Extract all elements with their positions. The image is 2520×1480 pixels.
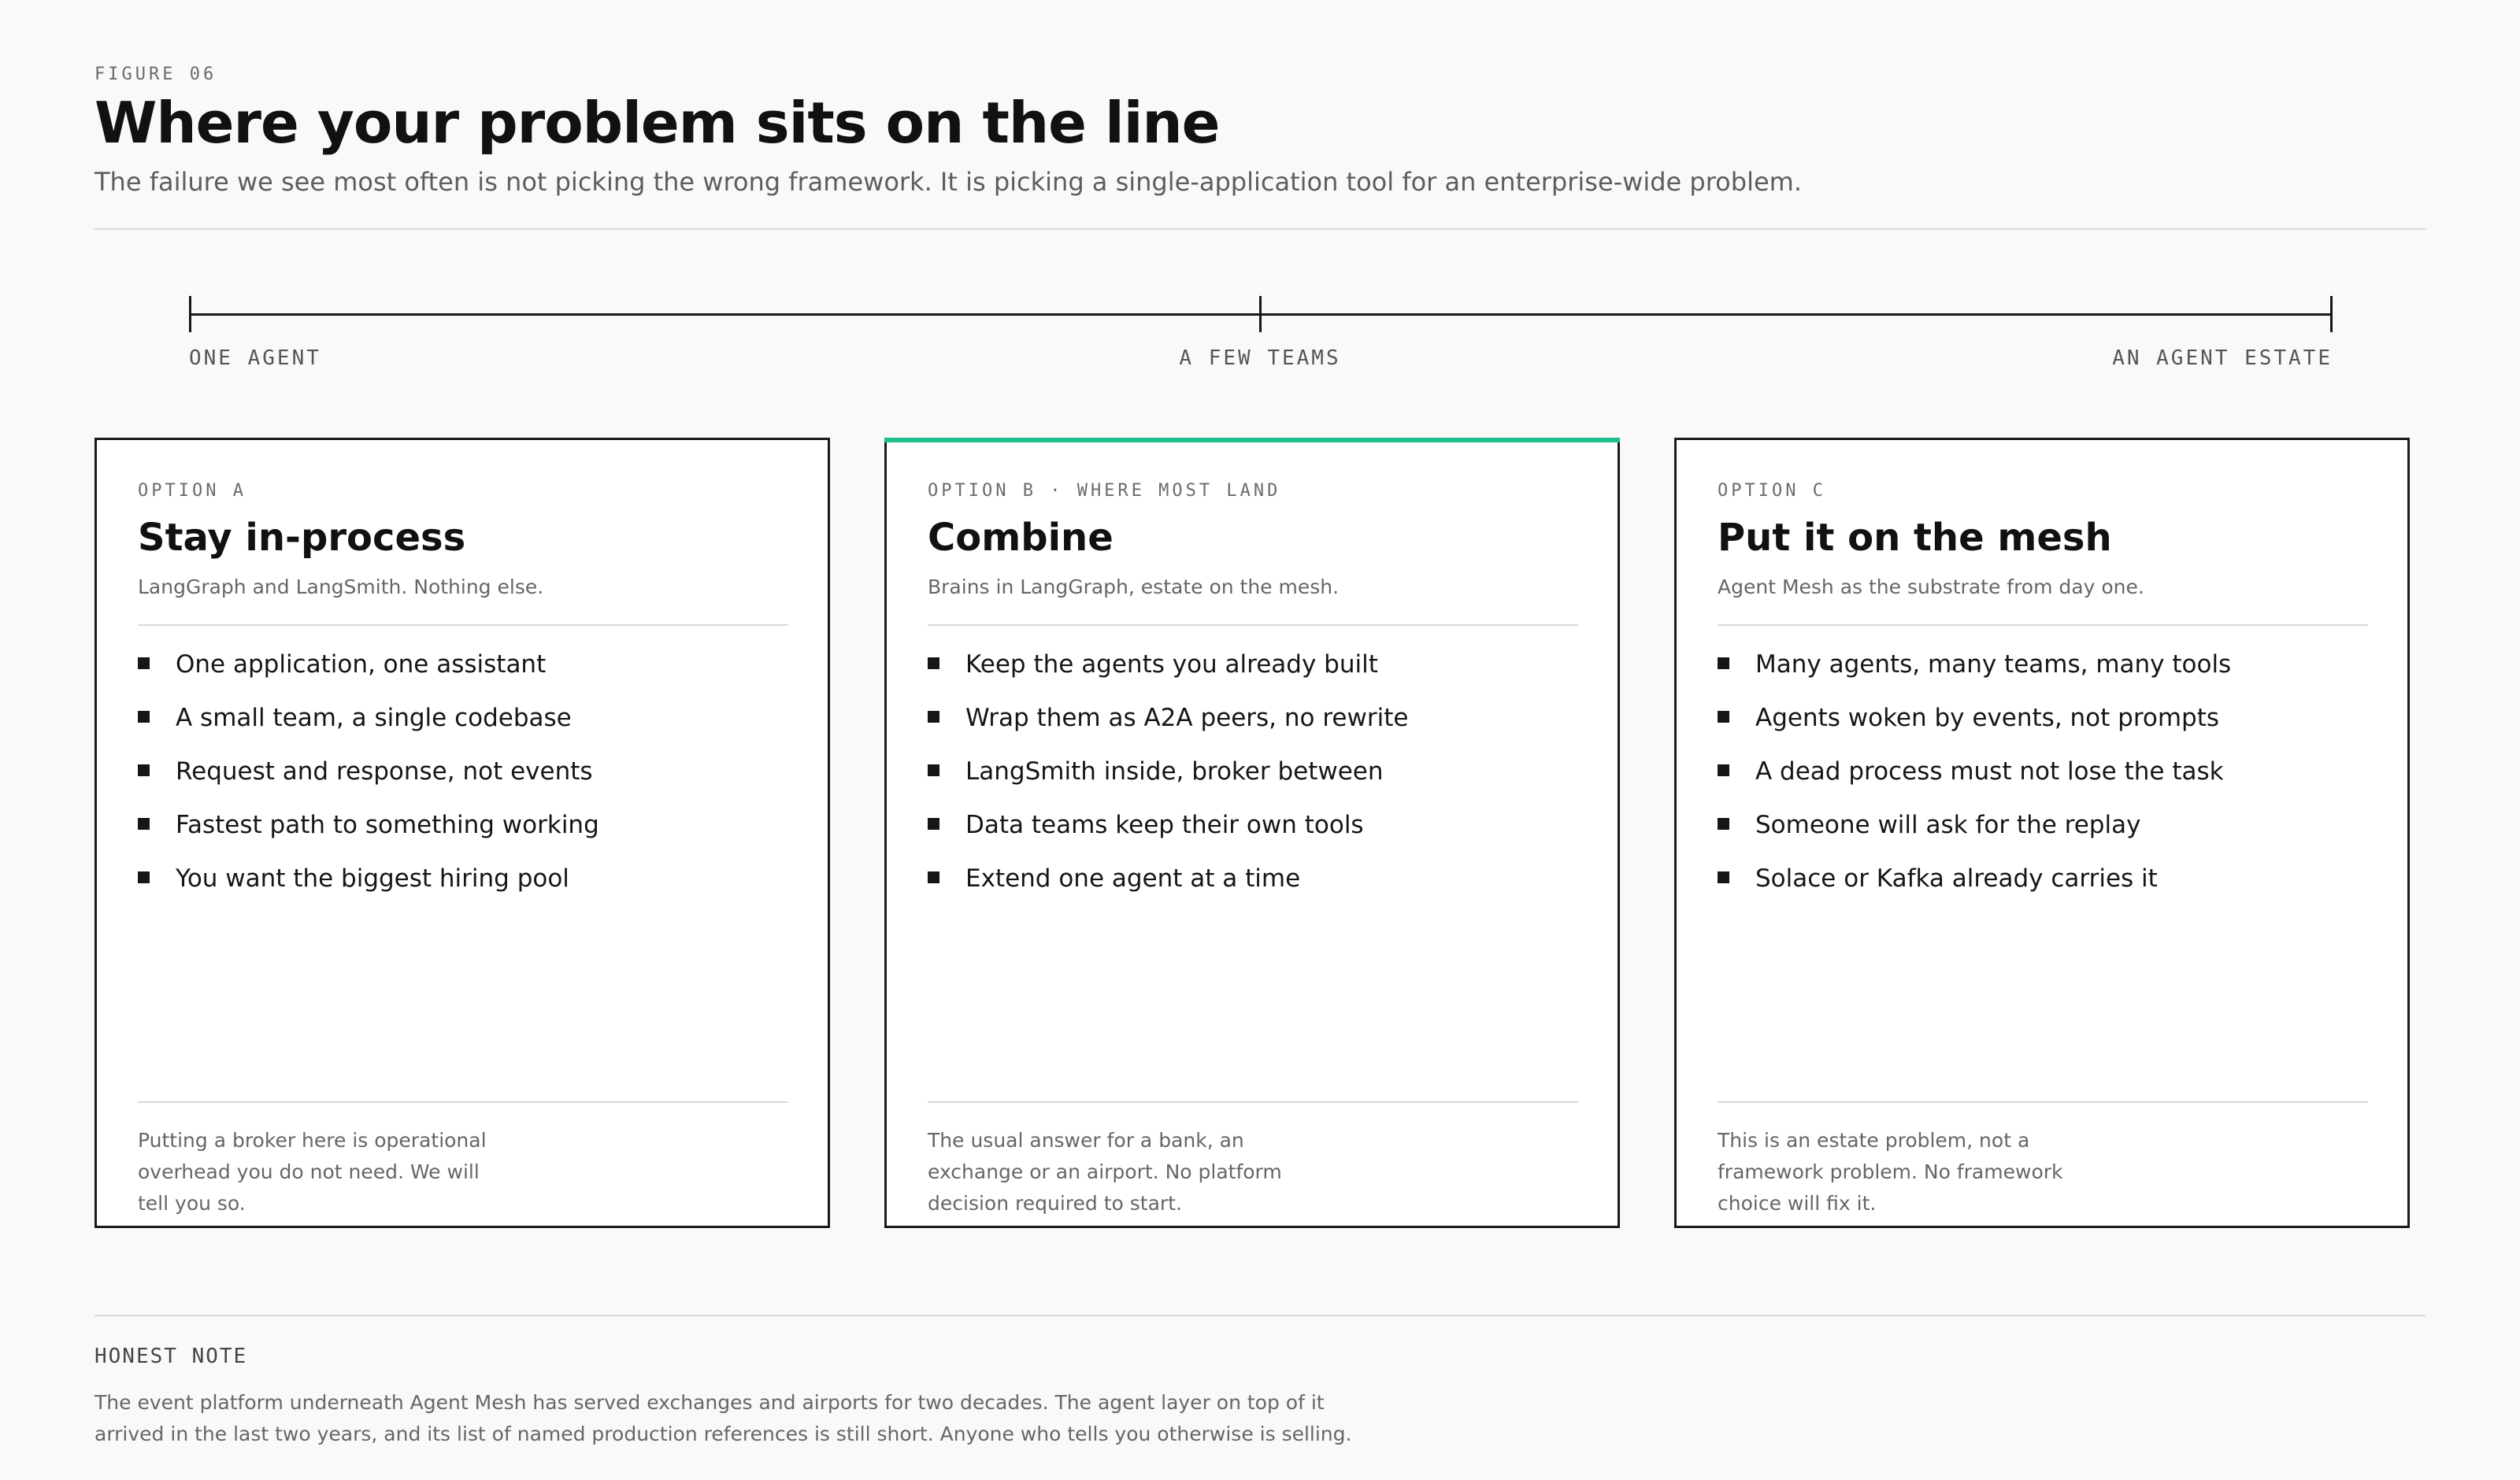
list-item bbox=[928, 807, 1408, 860]
page-subtitle: The failure we see most often is not picking the wrong framework. It is picking a single-application tool for an enterprise-wide problem. bbox=[94, 167, 1802, 197]
square-bullet-icon bbox=[928, 818, 939, 830]
note-text: The event platform underneath Agent Mesh has served exchanges and airports for two decades. The agent layer on top of it arrived in the last two years, and its list of named production references is still short. Anyone who tells you otherwise is selling. bbox=[94, 1391, 1352, 1445]
list-item bbox=[928, 700, 1408, 753]
list-item-text: A dead process must not lose the task bbox=[1755, 757, 2224, 786]
option-divider bbox=[928, 624, 1578, 626]
note-divider bbox=[94, 1315, 2426, 1316]
square-bullet-icon bbox=[1718, 871, 1729, 883]
scale-tick-end bbox=[2330, 296, 2333, 332]
scale-label-mid: A FEW TEAMS bbox=[1179, 346, 1341, 370]
square-bullet-icon bbox=[1718, 818, 1729, 830]
scale-tick-mid bbox=[1259, 296, 1262, 332]
list-item-text: You want the biggest hiring pool bbox=[176, 864, 569, 893]
list-item-text: LangSmith inside, broker between bbox=[965, 757, 1384, 786]
option-footnote: The usual answer for a bank, an exchange or an airport. No platform decision required to start. bbox=[928, 1129, 1282, 1215]
square-bullet-icon bbox=[928, 657, 939, 669]
option-footer-divider bbox=[928, 1101, 1578, 1103]
option-list bbox=[138, 646, 599, 914]
option-card-c bbox=[1674, 438, 2410, 1228]
note-label: HONEST NOTE bbox=[94, 1345, 248, 1368]
list-item-text: Solace or Kafka already carries it bbox=[1755, 864, 2158, 893]
list-item-text: Wrap them as A2A peers, no rewrite bbox=[965, 704, 1409, 732]
list-item-text: Many agents, many teams, many tools bbox=[1755, 650, 2232, 679]
square-bullet-icon bbox=[1718, 657, 1729, 669]
scale-tick-start bbox=[189, 296, 191, 332]
list-item bbox=[928, 646, 1408, 700]
list-item-text: Fastest path to something working bbox=[176, 811, 599, 839]
option-eyebrow: OPTION B · WHERE MOST LAND bbox=[928, 481, 1281, 501]
page-title: Where your problem sits on the line bbox=[94, 90, 1220, 156]
square-bullet-icon bbox=[928, 711, 939, 723]
option-eyebrow: OPTION A bbox=[138, 481, 246, 501]
option-title: Put it on the mesh bbox=[1718, 516, 2112, 560]
square-bullet-icon bbox=[138, 657, 150, 669]
option-card-a bbox=[94, 438, 830, 1228]
list-item bbox=[928, 753, 1408, 807]
option-footer-divider bbox=[1718, 1101, 2368, 1103]
option-footnote: Putting a broker here is operational overhead you do not need. We will tell you so. bbox=[138, 1129, 487, 1215]
list-item bbox=[138, 700, 599, 753]
list-item bbox=[1718, 700, 2231, 753]
option-divider bbox=[138, 624, 788, 626]
square-bullet-icon bbox=[1718, 764, 1729, 776]
option-eyebrow: OPTION C bbox=[1718, 481, 1826, 501]
list-item bbox=[928, 860, 1408, 914]
list-item-text: Someone will ask for the replay bbox=[1755, 811, 2141, 839]
list-item-text: Data teams keep their own tools bbox=[965, 811, 1364, 839]
list-item-text: Keep the agents you already built bbox=[965, 650, 1378, 679]
list-item-text: Request and response, not events bbox=[176, 757, 593, 786]
square-bullet-icon bbox=[1718, 711, 1729, 723]
option-card-b bbox=[884, 438, 1620, 1228]
list-item bbox=[138, 646, 599, 700]
list-item-text: Agents woken by events, not prompts bbox=[1755, 704, 2220, 732]
option-title: Stay in-process bbox=[138, 516, 466, 560]
option-subtitle: LangGraph and LangSmith. Nothing else. bbox=[138, 575, 544, 598]
option-footnote: This is an estate problem, not a framework problem. No framework choice will fix it. bbox=[1718, 1129, 2063, 1215]
list-item bbox=[138, 860, 599, 914]
square-bullet-icon bbox=[138, 711, 150, 723]
list-item bbox=[138, 753, 599, 807]
scale-label-end: AN AGENT ESTATE bbox=[2112, 346, 2333, 370]
list-item bbox=[1718, 807, 2231, 860]
figure-eyebrow: FIGURE 06 bbox=[94, 65, 217, 84]
list-item-text: Extend one agent at a time bbox=[965, 864, 1301, 893]
list-item-text: One application, one assistant bbox=[176, 650, 547, 679]
scale-label-start: ONE AGENT bbox=[189, 346, 321, 370]
option-list bbox=[928, 646, 1408, 914]
header-divider bbox=[94, 228, 2426, 230]
option-divider bbox=[1718, 624, 2368, 626]
list-item bbox=[1718, 860, 2231, 914]
square-bullet-icon bbox=[928, 764, 939, 776]
square-bullet-icon bbox=[138, 871, 150, 883]
list-item-text: A small team, a single codebase bbox=[176, 704, 572, 732]
list-item bbox=[1718, 646, 2231, 700]
list-item bbox=[138, 807, 599, 860]
figure-page bbox=[94, 0, 2426, 1480]
square-bullet-icon bbox=[138, 818, 150, 830]
option-subtitle: Brains in LangGraph, estate on the mesh. bbox=[928, 575, 1340, 598]
square-bullet-icon bbox=[928, 871, 939, 883]
option-footer-divider bbox=[138, 1101, 788, 1103]
option-title: Combine bbox=[928, 516, 1114, 560]
list-item bbox=[1718, 753, 2231, 807]
scale-line bbox=[189, 296, 2333, 375]
option-list bbox=[1718, 646, 2231, 914]
square-bullet-icon bbox=[138, 764, 150, 776]
option-subtitle: Agent Mesh as the substrate from day one. bbox=[1718, 575, 2144, 598]
